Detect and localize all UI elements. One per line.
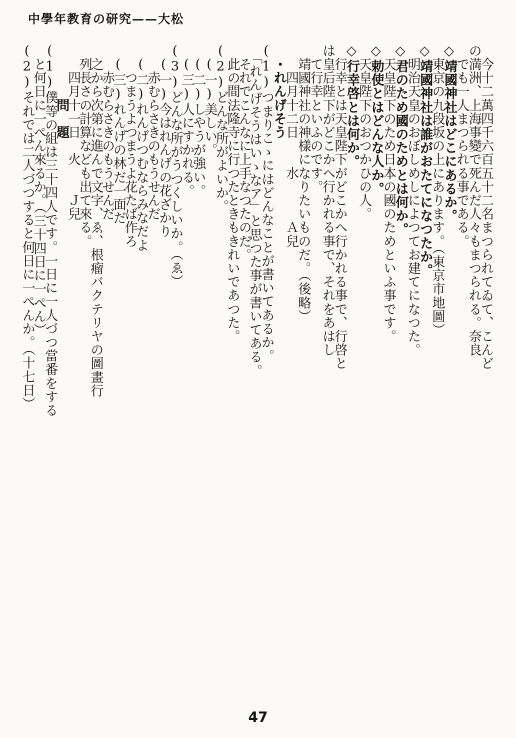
text-column: (2)それでは二人づつすると何日に一ぺんか。（十七日） xyxy=(19,44,35,411)
text-column: (1)僕等の組は三十四人です。一日に一人づつ當番をする xyxy=(42,44,58,418)
text-column: (一)美しい。 xyxy=(201,44,217,157)
text-column: でも一人まつられる事である。 xyxy=(453,44,469,248)
text-column: 赤むらさきのもうせんだ xyxy=(99,44,115,221)
text-column: ◇靖國神社は誰がおたてになつたか。 xyxy=(417,44,433,278)
text-column: (2)どんな所がよいか。 xyxy=(213,44,229,214)
text-column: 之から次第に進んで文字、ゑ、根瘤バクテリヤの圖畫行 xyxy=(87,44,103,398)
text-column: 行幸とは天皇陛下がどこかへ行かれる事で、行啓と xyxy=(331,44,347,371)
running-header: 中學年教育の研究——大松 xyxy=(28,12,185,26)
text-column: 天皇陛下のおつかひの人。 xyxy=(356,44,372,221)
text-column: ◇行幸啓とは何か。 xyxy=(343,44,359,169)
text-column: つまうよつまうよ花たば作ろ xyxy=(121,44,137,248)
text-column: (一)今はれんげの花ざかり xyxy=(156,44,172,239)
text-column: 今十二萬四千六百五十二名まつられてゐて、こんど xyxy=(478,44,493,371)
right-text-block xyxy=(246,44,494,684)
text-column: ◇君のため國のためとは何か。 xyxy=(392,44,408,237)
text-column: (1)つまりこゝにはどんなことが書いてあるか。 xyxy=(258,44,274,363)
text-column: 天皇陛下のため日本の國のためといふ事です。 xyxy=(380,44,396,344)
text-column: 問 題 xyxy=(53,44,69,140)
text-column: 「れんげそうはいゝなア」と思つた事が書いてある。 xyxy=(246,44,262,378)
text-column: (二)れんげつむならみなだよ xyxy=(133,44,149,252)
text-column: ◇勅使とはどんな人か。 xyxy=(368,44,384,196)
text-column: 四月十二日 水 Ａ兒 xyxy=(283,44,298,248)
text-column: 四月十一日 火 Ｊ兒 xyxy=(64,44,80,221)
text-column: (三)人にすかれる。 xyxy=(178,44,194,198)
text-column: 此の間法隆寺に行つたときもきれいであつた。 xyxy=(224,44,240,344)
text-column: (三)れんげの林だ一面だ xyxy=(110,44,126,225)
text-column: と何日に一ぺん來るか。（三十四日に一ぺん） xyxy=(30,44,46,337)
text-column: ◇靖國神社はどこにあるか。 xyxy=(441,44,457,223)
text-column: の満洲、上海事變で死んだ人々もまつられる。奈良 xyxy=(465,44,481,357)
text-column: 赤むらさきのもうせんだ xyxy=(144,44,160,221)
text-column: (二)しやうが強い。 xyxy=(190,44,206,198)
text-column: (3)どんな所がうつくしいか。（ゑ） xyxy=(167,44,183,289)
text-column: 明治天皇のおぼしめしによつてお建てになつた。 xyxy=(404,44,420,357)
text-column: て行幸といふのです。 xyxy=(307,44,323,194)
left-text-block xyxy=(19,44,252,684)
page-number: 47 xyxy=(248,710,268,726)
text-column: ・れんげそう xyxy=(270,44,286,140)
text-column: 東京の九段坂の上にあります。（東京市地圖） xyxy=(429,44,445,337)
text-column: それでこんなに上手なつたのだ。 xyxy=(235,44,251,262)
text-column: は皇后陛下がどこかへ行かれる事で、それをあはし xyxy=(319,44,335,357)
text-column: 靖國神社の神樣になりたいものだ。（後略） xyxy=(295,44,311,324)
text-column: 列長さの計算なども出て來る。 xyxy=(76,44,92,248)
